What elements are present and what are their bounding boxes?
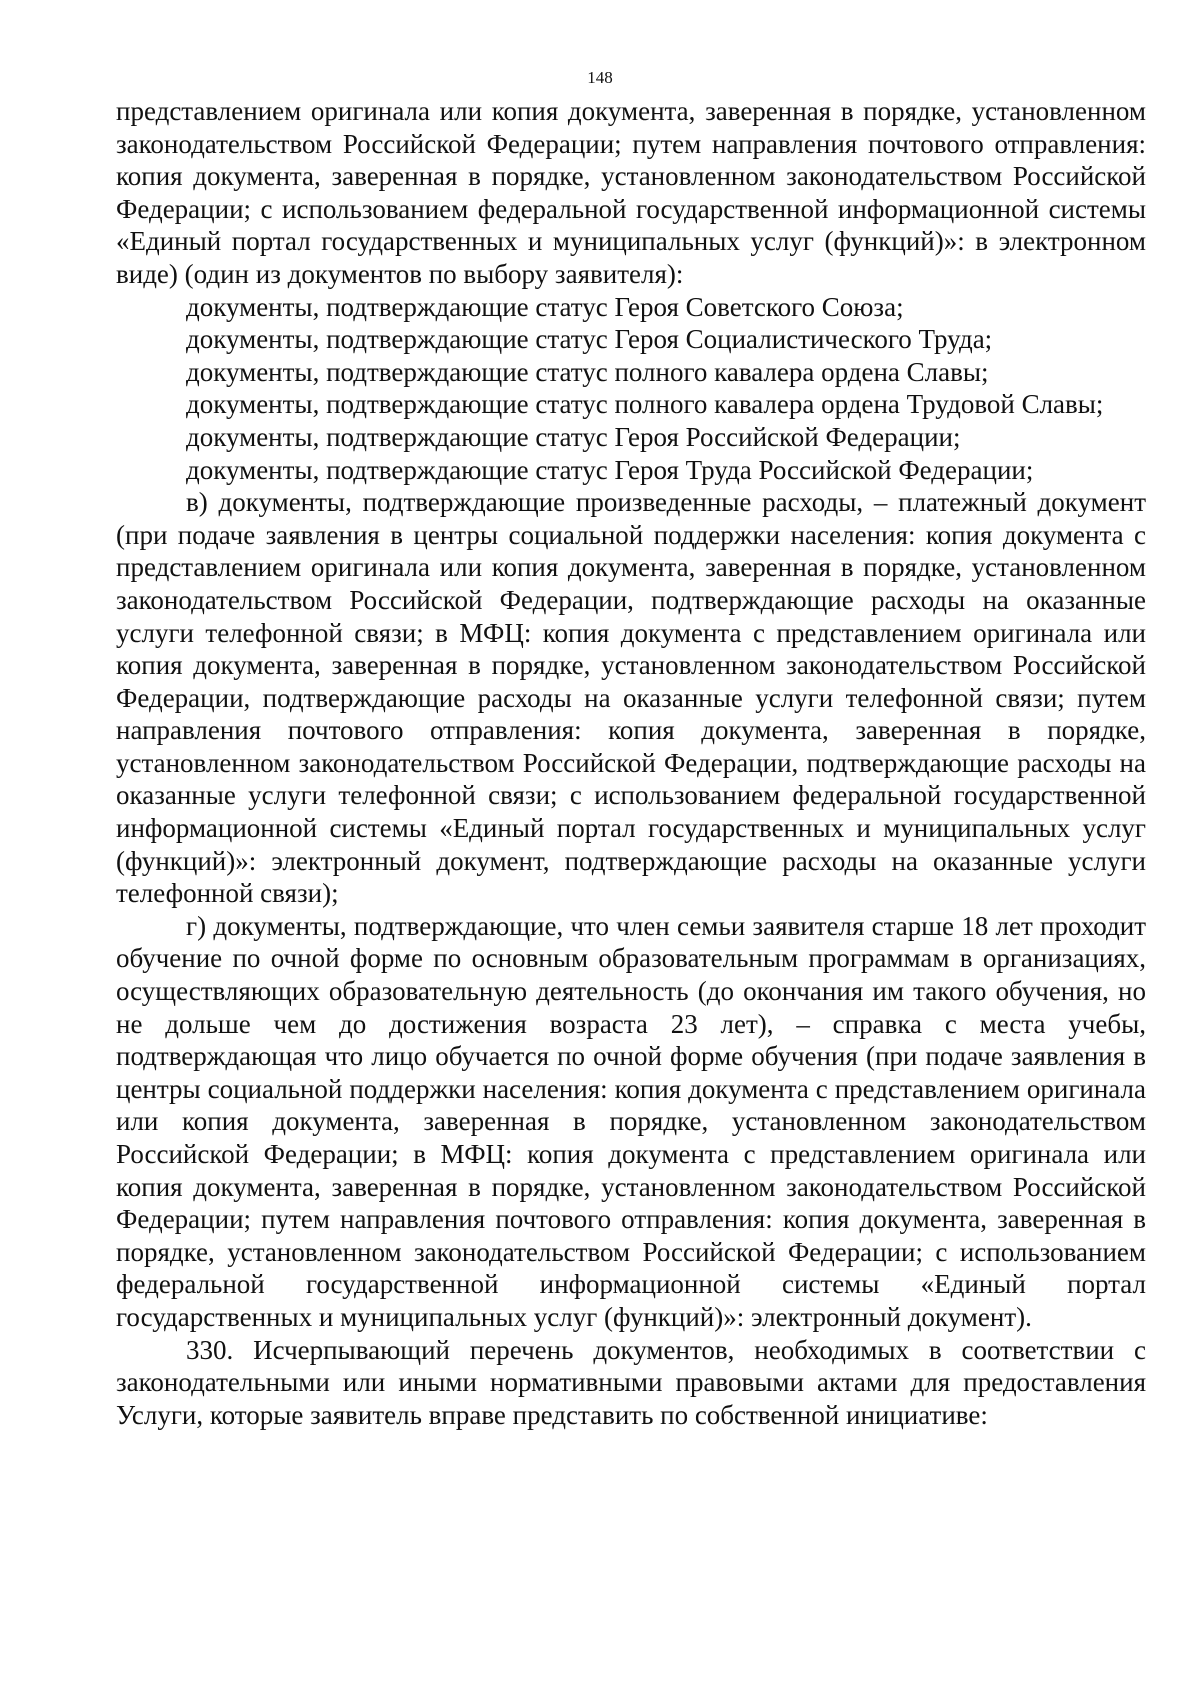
list-item-hero-socialist-labor: документы, подтверждающие статус Героя Социалистического Труда; <box>186 324 993 355</box>
subitem-v-expense-documents: в) документы, подтверждающие произведенные расходы, – платежный документ (при подаче заявления в центры социальной поддержки населения: копия документа с представлением оригинала или копия документа, заверенная в порядке, установленном законодательством Российской Федерации, подтверждающие расходы на оказанные услуги телефонной связи; в МФЦ: копия документа с представлением оригинала или копия документа, заверенная в порядке, установленном законодательством Российской Федерации, подтверждающие расходы на оказанные услуги телефонной связи; путем направления почтового отправления: копия документа, заверенная в порядке, установленном законодательством Российской Федерации, подтверждающие расходы на оказанные услуги телефонной связи; с использованием федеральной государственной информационной системы «Единый портал государственных и муниципальных услуг (функций)»: электронный документ, подтверждающие расходы на оказанные услуги телефонной связи); <box>116 487 1146 909</box>
document-body <box>116 95 1146 1431</box>
paragraph-continuation: представлением оригинала или копия документа, заверенная в порядке, установленном законодательством Российской Федерации; путем направления почтового отправления: копия документа, заверенная в порядке, установленном законодательством Российской Федерации; с использованием федеральной государственной информационной системы «Единый портал государственных и муниципальных услуг (функций)»: в электронном виде) (один из документов по выбору заявителя): <box>116 96 1146 289</box>
clause-330: 330. Исчерпывающий перечень документов, необходимых в соответствии с законодательными или иными нормативными правовыми актами для предоставления Услуги, которые заявитель вправе представить по собственной инициативе: <box>116 1334 1146 1430</box>
subitem-g-study-certificate: г) документы, подтверждающие, что член семьи заявителя старше 18 лет проходит обучение по очной форме по основным образовательным программам в организациях, осуществляющих образовательную деятельность (до окончания им такого обучения, но не дольше чем до достижения возраста 23 лет), – справка с места учебы, подтверждающая что лицо обучается по очной форме обучения (при подаче заявления в центры социальной поддержки населения: копия документа с представлением оригинала или копия документа, заверенная в порядке, установленном законодательством Российской Федерации; в МФЦ: копия документа с представлением оригинала или копия документа, заверенная в порядке, установленном законодательством Российской Федерации; путем направления почтового отправления: копия документа, заверенная в порядке, установленном законодательством Российской Федерации; с использованием федеральной государственной информационной системы «Единый портал государственных и муниципальных услуг (функций)»: электронный документ). <box>116 910 1146 1332</box>
list-item-hero-soviet-union: документы, подтверждающие статус Героя Советского Союза; <box>186 291 904 322</box>
list-item-order-of-labor-glory: документы, подтверждающие статус полного кавалера ордена Трудовой Славы; <box>186 389 1104 420</box>
list-item-hero-russian-federation: документы, подтверждающие статус Героя Российской Федерации; <box>186 421 961 452</box>
list-item-order-of-glory: документы, подтверждающие статус полного кавалера ордена Славы; <box>186 356 989 387</box>
list-item-hero-of-labor: документы, подтверждающие статус Героя Труда Российской Федерации; <box>186 454 1034 485</box>
page-number: 148 <box>587 68 613 87</box>
